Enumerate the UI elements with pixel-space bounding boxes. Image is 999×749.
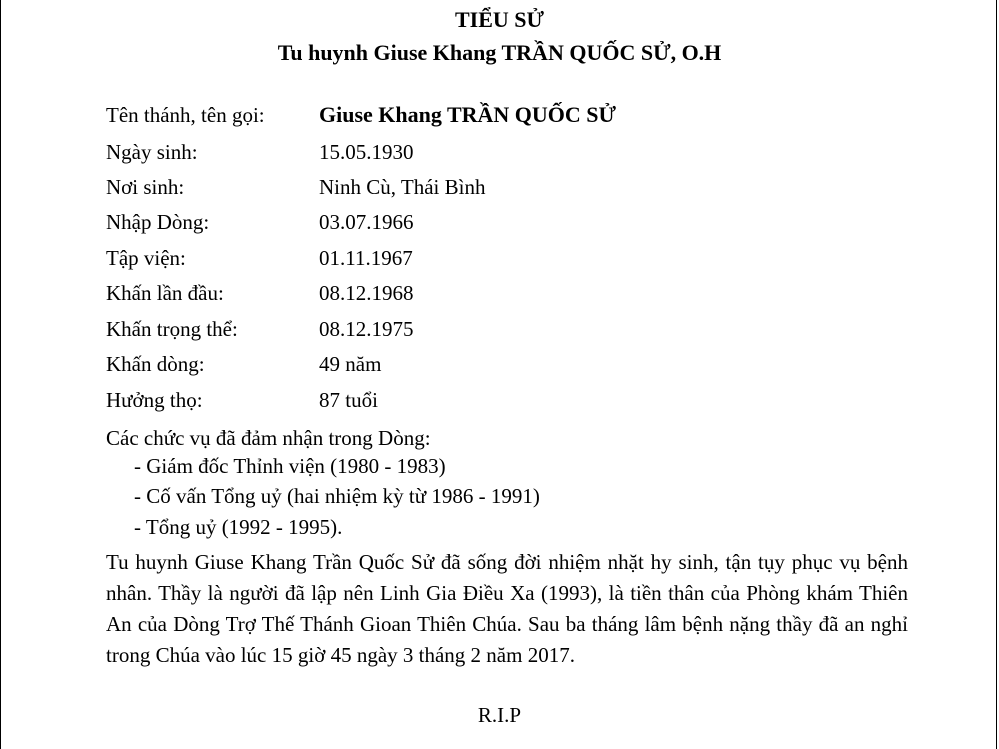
biography-paragraph: Tu huynh Giuse Khang Trần Quốc Sử đã sống đời nhiệm nhặt hy sinh, tận tụy phục vụ bệnh nhân. Thầy là người đã lập nên Linh Gia Điều Xa (1993), là tiền thân của Phòng khám Thiên An của Dòng Trợ Thế Thánh Gioan Thiên Chúa. Sau ba tháng lâm bệnh nặng thầy đã an nghỉ trong Chúa vào lúc 15 giờ 45 ngày 3 tháng 2 năm 2017. xyxy=(106,550,908,667)
document-subtitle: Tu huynh Giuse Khang TRẦN QUỐC SỬ, O.H xyxy=(277,40,722,65)
field-label: Ngày sinh: xyxy=(106,140,198,164)
field-label: Nhập Dòng: xyxy=(106,210,210,234)
roles-heading: Các chức vụ đã đảm nhận trong Dòng: xyxy=(106,426,431,450)
field-label: Khấn trọng thể: xyxy=(106,317,238,341)
field-value: 01.11.1967 xyxy=(319,246,413,270)
field-value: Ninh Cù, Thái Bình xyxy=(319,175,486,199)
field-label: Tên thánh, tên gọi: xyxy=(106,103,265,127)
field-label: Khấn lần đầu: xyxy=(106,281,224,305)
field-value: 87 tuổi xyxy=(319,388,378,412)
document-title: TIỂU SỬ xyxy=(454,7,545,32)
field-value: 03.07.1966 xyxy=(319,210,414,234)
field-label: Nơi sinh: xyxy=(106,175,185,199)
field-value: 49 năm xyxy=(319,352,382,376)
field-label: Hưởng thọ: xyxy=(106,388,203,412)
field-value: 08.12.1968 xyxy=(319,281,414,305)
closing-rip: R.I.P xyxy=(477,703,522,727)
field-label: Khấn dòng: xyxy=(106,352,205,376)
field-value: 08.12.1975 xyxy=(319,317,414,341)
role-item: - Cố vấn Tổng uỷ (hai nhiệm kỳ từ 1986 - 1991) xyxy=(134,484,540,508)
field-label: Tập viện: xyxy=(106,246,186,270)
field-value: Giuse Khang TRẦN QUỐC SỬ xyxy=(319,102,617,127)
role-item: - Tổng uỷ (1992 - 1995). xyxy=(134,515,343,539)
field-value: 15.05.1930 xyxy=(319,140,414,164)
role-item: - Giám đốc Thỉnh viện (1980 - 1983) xyxy=(134,454,446,478)
